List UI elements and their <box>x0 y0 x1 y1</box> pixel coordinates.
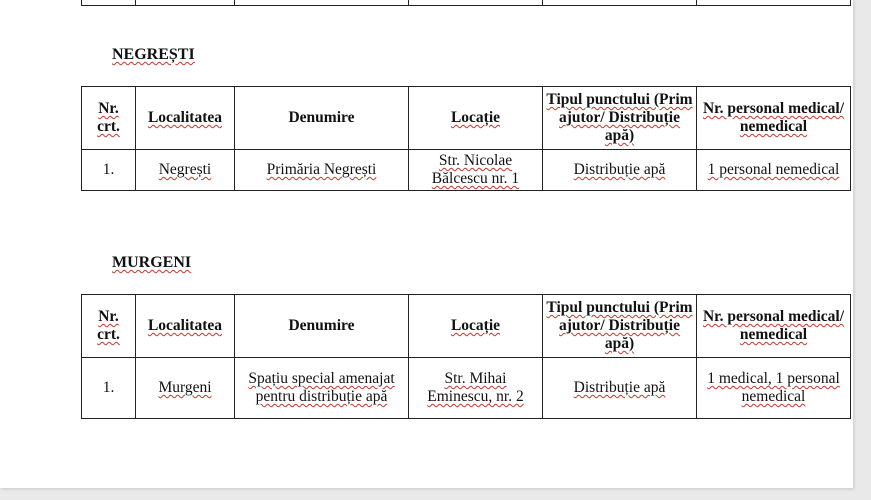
cell-locatie: Str. Nicolae Bălcescu nr. 1 <box>409 150 543 191</box>
table-row <box>82 358 851 419</box>
cell-personal: 1 personal nemedical <box>697 150 851 191</box>
fragment-cell <box>82 0 136 6</box>
cell-localitatea: Negrești <box>136 150 235 191</box>
fragment-cell <box>409 0 543 6</box>
table-murgeni <box>81 294 851 419</box>
fragment-cell <box>543 0 697 6</box>
cell-denumire: Spațiu special amenajat pentru distribuție apă <box>235 358 409 419</box>
header-localitatea: Localitatea <box>136 87 235 150</box>
cell-nr: 1. <box>82 358 136 419</box>
header-tipul: Tipul punctului (Prim ajutor/ Distribuție apă) <box>543 295 697 358</box>
header-localitatea: Localitatea <box>136 295 235 358</box>
cell-personal: 1 medical, 1 personal nemedical <box>697 358 851 419</box>
table-header-row <box>82 87 851 150</box>
cell-tipul: Distribuție apă <box>543 358 697 419</box>
fragment-cell <box>697 0 851 6</box>
table-negresti <box>81 86 851 191</box>
header-locatie: Locație <box>409 295 543 358</box>
fragment-cell <box>235 0 409 6</box>
header-tipul: Tipul punctului (Prim ajutor/ Distribuție apă) <box>543 87 697 150</box>
header-denumire: Denumire <box>235 87 409 150</box>
cell-denumire: Primăria Negrești <box>235 150 409 191</box>
cell-localitatea: Murgeni <box>136 358 235 419</box>
fragment-cell <box>136 0 235 6</box>
cell-locatie: Str. Mihai Eminescu, nr. 2 <box>409 358 543 419</box>
header-nr: Nr. crt. <box>82 87 136 150</box>
cell-tipul: Distribuție apă <box>543 150 697 191</box>
cell-nr: 1. <box>82 150 136 191</box>
previous-table-fragment <box>81 0 851 6</box>
section-title-negresti: NEGREȘTI <box>112 46 195 63</box>
header-personal: Nr. personal medical/ nemedical <box>697 295 851 358</box>
header-denumire: Denumire <box>235 295 409 358</box>
section-title-murgeni: MURGENI <box>112 254 192 271</box>
header-nr: Nr. crt. <box>82 295 136 358</box>
table-row <box>82 150 851 191</box>
table-header-row <box>82 295 851 358</box>
header-personal: Nr. personal medical/ nemedical <box>697 87 851 150</box>
header-locatie: Locație <box>409 87 543 150</box>
